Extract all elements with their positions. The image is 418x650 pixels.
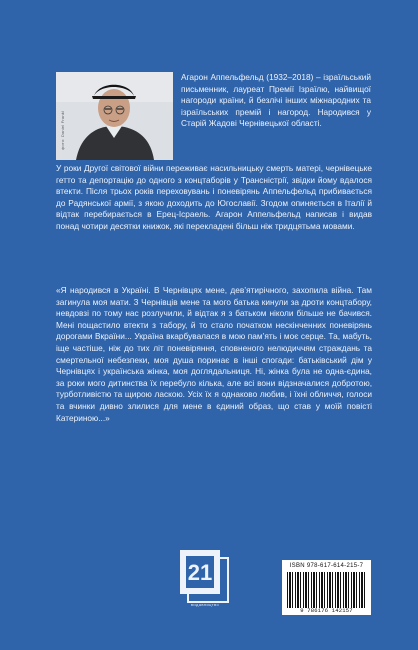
publisher-logo-icon [178, 548, 232, 607]
publisher-logo-number: 21 [187, 560, 213, 585]
barcode-bars [287, 572, 366, 608]
author-life-summary-text: У роки Другої світової війни переживає насильницьку смерть матері, чернівецьке гетто та депортацію до одного з концтаборів у Трансністрії, звідки йому вдалося втекти. Після трьох років переховувань і поневірянь Аппельфельд прибивається до Радянської армії, з якою доходить до Югославії. Згодом опиняється в Італії й відтак перебирається в Ерец-Ісраель. Агарон Аппельфельд написав і видав понад чотири десятки книжок, які перекладені більш ніж тридцятьма мовами. [56, 163, 372, 231]
photo-credit: фото: Daniel Frankl [60, 110, 65, 150]
author-photo [56, 72, 173, 160]
isbn-barcode [282, 560, 371, 615]
isbn-text: ISBN 978-617-614-215-7 [289, 563, 364, 569]
publisher-logo [178, 548, 232, 607]
author-life-summary [56, 163, 372, 233]
author-bio [181, 72, 371, 130]
author-quote-text: «Я народився в Україні. В Чернівцях мене, дев’ятирічного, захопила війна. Там загинула моя мати. З Чернівців мене та мого батька кинули за дроти концтабору, невдовзі по тому нас розлучили, й відтак я з батьком ніколи більше не бачився. Мені пощастило втекти з табору, й то стало початком нескінченних поневірянь дорогами Вкраїни... Україна вкарбувалася в мою пам’ять і моє серце. Та, мабуть, іще частіше, ніж до тих літ поневіряння, сповненого нелюдиччям страждань та смертельної небезпеки, моя душа поринає в інші спогади: батьківський дім у Чернівцях і українська жінка, моя доглядальниця. Ні, жінка була не одна-єдина, за роки мого дитинства їх перебуло кілька, але всі вони відзначалися добротою, турботливістю та щирою ласкою. Усіх їх я однаково любив, і їхні обличчя, голоси та вчинки дивно злилися для мене в єдиний образ, що став у моїй повісті Катериною...» [56, 285, 372, 423]
author-quote [56, 285, 372, 424]
author-bio-text: Агарон Аппельфельд (1932–2018) – ізраїльський письменник, лауреат Премії Ізраїлю, найвищої нагороди країни, й безлічі інших міжнародних та ізраїльських премій і нагород. Народився у Старій Жадові Чернівецької області. [181, 72, 371, 129]
publisher-name: видавництво [190, 602, 220, 607]
barcode-digits: 9 786176 142157 [300, 607, 353, 614]
author-portrait-image [56, 72, 173, 160]
